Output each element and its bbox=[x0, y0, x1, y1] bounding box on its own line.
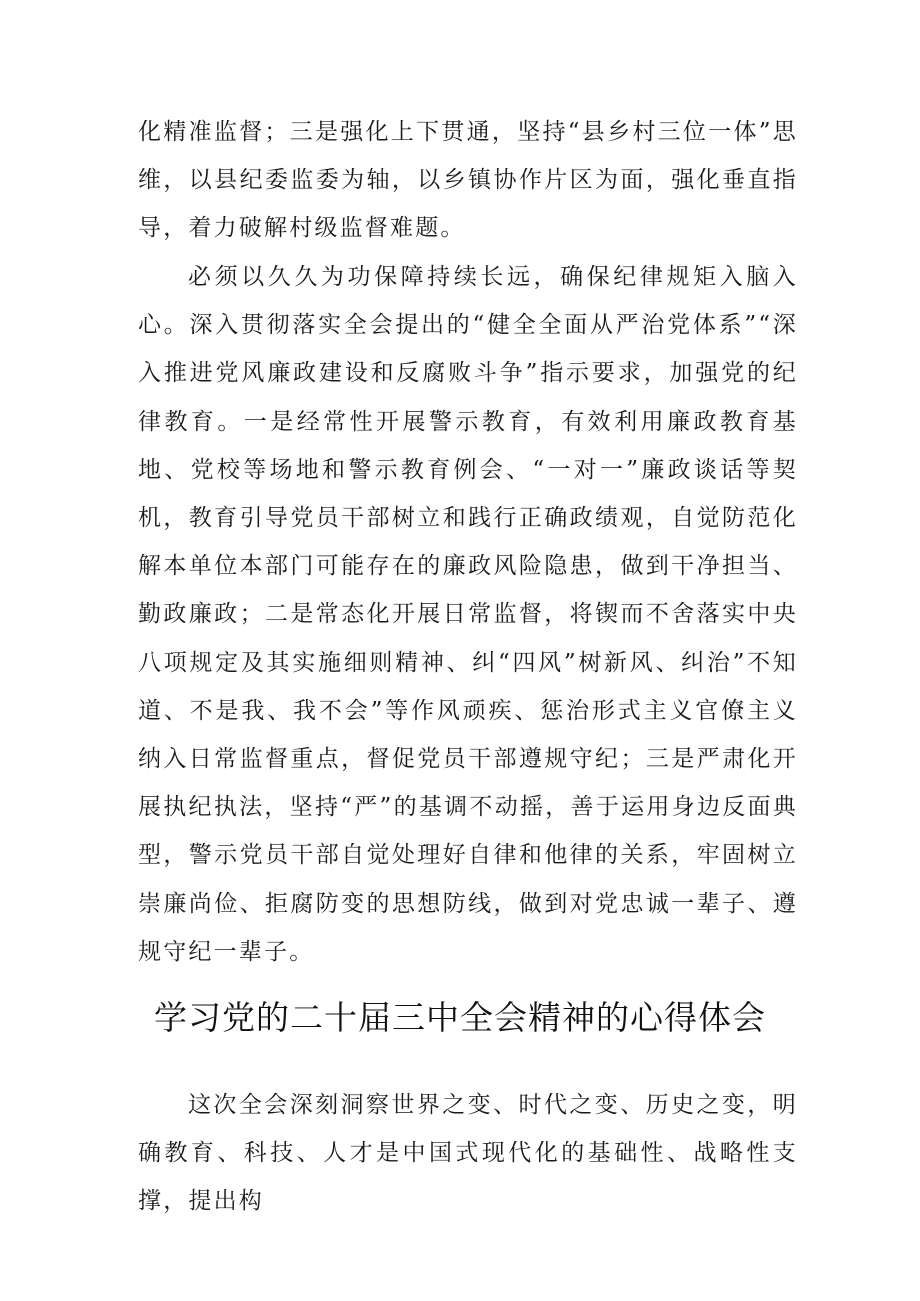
body-paragraph-discipline-education: 必须以久久为功保障持续长远，确保纪律规矩入脑入心。深入贯彻落实全会提出的“健全全面从严治党体系”“深入推进党风廉政建设和反腐败斗争”指示要求，加强党的纪律教育。一是经常性开展警示教育，有效利用廉政教育基地、党校等场地和警示教育例会、“一对一”廉政谈话等契机，教育引导党员干部树立和践行正确政绩观，自觉防范化解本单位本部门可能存在的廉政风险隐患，做到干净担当、勤政廉政；二是常态化开展日常监督，将锲而不舍落实中央八项规定及其实施细则精神、纠“四风”树新风、纠治”不知道、不是我、我不会”等作风顽疾、惩治形式主义官僚主义纳入日常监督重点，督促党员干部遵规守纪；三是严肃化开展执纪执法，坚持“严”的基调不动摇，善于运用身边反面典型，警示党员干部自觉处理好自律和他律的关系，牢固树立崇廉尚俭、拒腐防变的思想防线，做到对党忠诚一辈子、遵规守纪一辈子。 bbox=[138, 264, 798, 965]
section-heading: 学习党的二十届三中全会精神的心得体会 bbox=[154, 998, 766, 1037]
body-paragraph-continued: 化精准监督；三是强化上下贯通，坚持“县乡村三位一体”思维，以县纪委监委为轴，以乡镇协作片区为面，强化垂直指导，着力破解村级监督难题。 bbox=[138, 119, 798, 242]
body-paragraph-opening: 这次全会深刻洞察世界之变、时代之变、历史之变，明确教育、科技、人才是中国式现代化的基础性、战略性支撑，提出构 bbox=[138, 1092, 798, 1215]
